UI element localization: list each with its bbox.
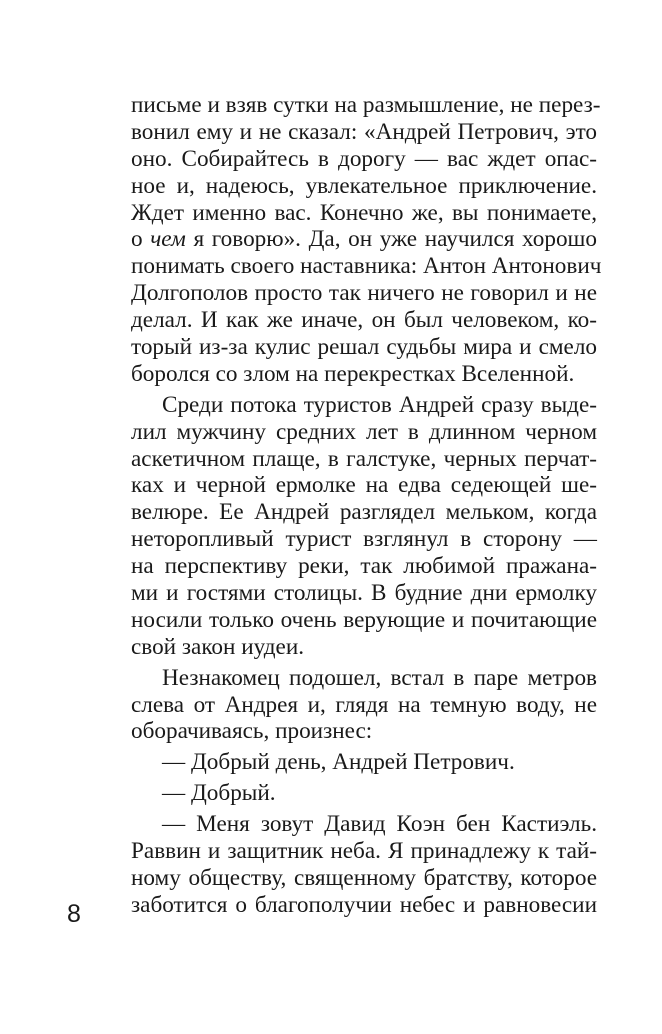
text-line: боролся со злом на перекрестках Вселенной. [131,360,575,387]
body-text [131,92,602,919]
text-fragment: я говорю». Да, он уже научился хорошо [185,226,597,253]
text-line: аскетичном плаще, в галстуке, черных перчат- [131,445,597,472]
text-line: ках и черной ермолке на едва седеющей ше- [131,472,597,499]
text-line: оно. Собирайтесь в дорогу — вас ждет опас- [131,145,597,172]
text-line: Раввин и защитник неба. Я принадлежу к тай- [131,838,597,865]
text-line: носили только очень верующие и почитающие [131,606,597,633]
text-line: заботится о благополучии небес и равновесии [131,891,597,918]
text-line: письме и взяв сутки на размышление, не перез- [131,92,601,118]
text-line: ми и гостями столицы. В будние дни ермолку [131,580,597,607]
text-line [131,226,597,253]
emphasized-word: чем [150,226,186,253]
text-line: слева от Андрея и, глядя на темную воду, не [131,691,597,718]
text-line: оборачиваясь, произнес: [131,718,373,745]
dialogue-line: — Меня зовут Давид Коэн бен Кастиэль. [162,811,597,838]
text-fragment: о [131,226,151,253]
text-line: неторопливый турист взглянул в сторону — [131,526,597,553]
text-line: торый из-за кулис решал судьбы мира и смело [131,334,597,361]
text-line: свой закон иудеи. [131,633,305,660]
text-line: вонил ему и не сказал: «Андрей Петрович, это [131,118,597,145]
text-line: делал. И как же иначе, он был человеком, ко- [131,307,597,334]
dialogue-line: — Добрый. [162,780,276,807]
text-line: Ждет именно вас. Конечно же, вы понимаете, [131,199,597,226]
text-line: велюре. Ее Андрей разглядел мельком, когда [131,499,597,526]
page-number: 8 [67,900,81,928]
text-line: Долгополов просто так ничего не говорил и не [131,280,597,307]
paragraph-first-line: Среди потока туристов Андрей сразу выде- [162,391,597,418]
text-line: на перспективу реки, так любимой пражана- [131,553,597,580]
text-line: лил мужчину средних лет в длинном черном [131,418,597,445]
text-line: ному обществу, священному братству, которое [131,864,597,891]
text-line: понимать своего наставника: Антон Антонович [131,253,602,280]
paragraph-first-line: Незнакомец подошел, встал в паре метров [162,664,597,691]
dialogue-line: — Добрый день, Андрей Петрович. [162,749,515,776]
text-line: ное и, надеюсь, увлекательное приключение. [131,172,597,199]
